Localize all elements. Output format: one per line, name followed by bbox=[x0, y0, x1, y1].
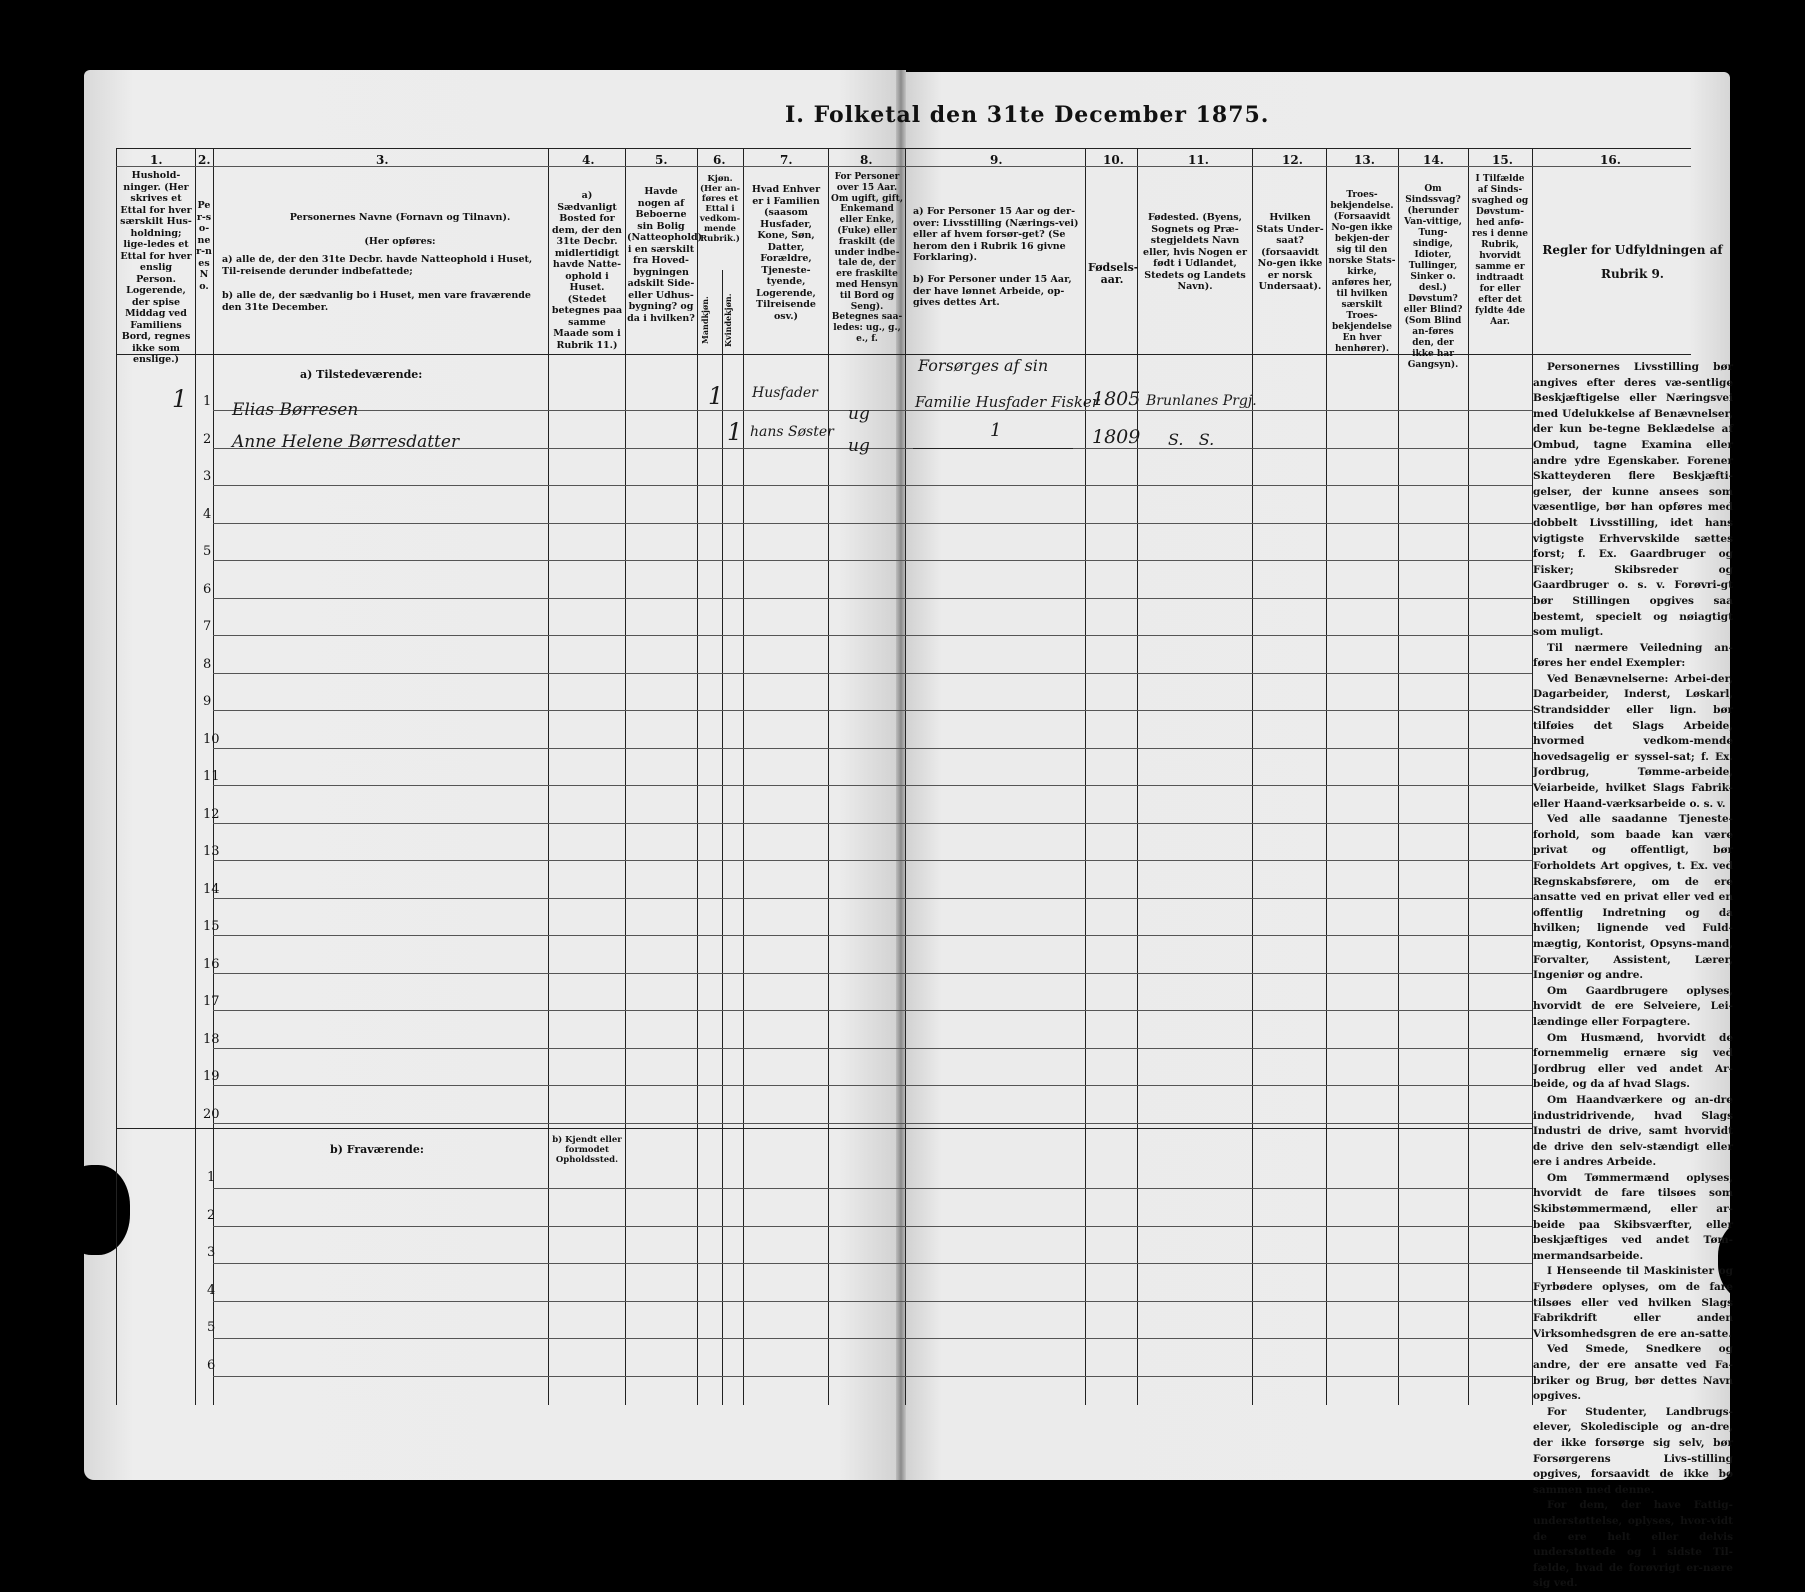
header-family-role: Hvad Enhver er i Familien (saasom Husfader, Kone, Søn, Datter, Forældre, Tjeneste-tyende, Logerende, Tilreisende osv.) bbox=[751, 184, 821, 322]
row-number: 18 bbox=[203, 1031, 220, 1047]
column-number: 1. bbox=[150, 153, 163, 167]
row-line bbox=[213, 710, 1532, 711]
rules-paragraph: Om Husmænd, hvorvidt de fornemmelig ernære sig ved Jordbrug eller ved andet Ar-beide, og da af hvad Slags. bbox=[1533, 1031, 1733, 1091]
entry-birthyear-1: 1805 bbox=[1092, 388, 1141, 410]
entry-birthyear-2: 1809 bbox=[1092, 426, 1141, 448]
column-line bbox=[1085, 148, 1086, 1405]
column-line bbox=[1252, 148, 1253, 1405]
header-birthplace: Fødested. (Byens, Sognets og Præ-stegjeldets Navn eller, hvis Nogen er født i Udlandet, Stedets og Landets Navn). bbox=[1143, 212, 1247, 292]
rules-paragraph: For dem, der have Fattig-understøttelse, oplyses, hvor-vidt de ere helt eller delvis understøttede og i sidste Til-fælde, hvad de forøvrigt er-nære sig ved. bbox=[1533, 1499, 1733, 1590]
rules-text bbox=[1533, 360, 1733, 1592]
header-outbuilding: Havde nogen af Beboerne sin Bolig (Natteophold) i en særskilt fra Hoved-bygningen adskilt Side-eller Udhus-bygning? og da i hvilken? bbox=[627, 186, 703, 324]
row-line bbox=[213, 860, 1532, 861]
row-line bbox=[213, 898, 1532, 899]
header-disability: Om Sindssvag? (herunder Van-vittige, Tung-sindige, Idioter, Tullinger, Sinker o. desl.) Døvstum? eller Blind? (Som Blind an-føres den, der ikke har Gangsyn). bbox=[1403, 184, 1463, 370]
section-absent: b) Fraværende: bbox=[330, 1143, 424, 1156]
row-line bbox=[213, 785, 1532, 786]
header-absent-location: b) Kjendt eller formodet Opholdssted. bbox=[552, 1135, 622, 1165]
row-number: 6 bbox=[207, 1357, 216, 1373]
column-line bbox=[905, 148, 906, 1405]
header-sex-male: Mandkjøn. bbox=[700, 296, 710, 344]
row-line bbox=[213, 1010, 1532, 1011]
entry-occupation-1b: Familie Husfader Fisker bbox=[915, 393, 1099, 411]
header-occupation-a: a) For Personer 15 Aar og der-over: Livsstilling (Nærings-vei) eller af hvem forsør-get? (Se herom den i Rubrik 16 givne Forklaring). bbox=[913, 206, 1079, 263]
column-number: 8. bbox=[860, 153, 873, 167]
header-sex: Kjøn. (Her an-føres et Ettal i vedkom-mende Rubrik.) bbox=[699, 174, 741, 244]
header-names-sub: (Her opføres: bbox=[364, 236, 436, 247]
header-names-a: a) alle de, der den 31te Decbr. havde Natteophold i Huset, Til-reisende derunder indbefattede; bbox=[222, 254, 533, 277]
rules-paragraph: Om Gaardbrugere oplyses, hvorvidt de ere Selveiere, Lei-lændinge eller Forpagtere. bbox=[1533, 984, 1733, 1028]
row-line bbox=[213, 748, 1532, 749]
row-number: 7 bbox=[203, 619, 212, 634]
column-line bbox=[195, 148, 196, 1405]
row-line bbox=[213, 485, 1532, 486]
entry-role-1: Husfader bbox=[752, 385, 818, 401]
column-line bbox=[548, 148, 549, 1405]
row-number: 17 bbox=[203, 994, 220, 1009]
column-number: 5. bbox=[655, 153, 668, 167]
column-line bbox=[697, 148, 698, 1405]
header-usual-residence: a) Sædvanligt Bosted for dem, der den 31te Decbr. midlertidigt havde Natte-ophold i Huset. (Stedet betegnes paa samme Maade som i Rubrik 11.) bbox=[551, 190, 623, 351]
column-line bbox=[1398, 148, 1399, 1405]
column-line bbox=[116, 148, 117, 1405]
row-line bbox=[213, 523, 1532, 524]
column-number: 14. bbox=[1423, 153, 1444, 167]
row-number: 9 bbox=[203, 694, 212, 709]
rules-paragraph: Til nærmere Veiledning an-føres her endel Exempler: bbox=[1533, 641, 1733, 670]
occupation-underline bbox=[913, 448, 1073, 449]
header-top-line bbox=[116, 148, 1691, 149]
row-number: 13 bbox=[203, 844, 220, 859]
entry-occupation-2: 1 bbox=[990, 420, 1002, 441]
row-number: 15 bbox=[203, 919, 220, 934]
column-line bbox=[828, 148, 829, 1405]
header-person-number: Per-so-ner-nes No. bbox=[196, 200, 212, 292]
header-names-b: b) alle de, der sædvanlig bo i Huset, men vare fraværende den 31te December. bbox=[222, 290, 531, 313]
row-line bbox=[213, 973, 1532, 974]
row-line bbox=[213, 1123, 1532, 1124]
row-line bbox=[213, 1338, 1532, 1339]
row-line bbox=[213, 1376, 1532, 1377]
row-line bbox=[213, 935, 1532, 936]
row-number: 5 bbox=[203, 544, 212, 559]
column-line bbox=[625, 148, 626, 1405]
column-number: 6. bbox=[713, 153, 726, 167]
row-line bbox=[213, 1301, 1532, 1302]
header-number-line bbox=[116, 166, 1691, 167]
column-number: 11. bbox=[1188, 153, 1209, 167]
entry-sex-2: 1 bbox=[727, 418, 743, 446]
row-line bbox=[213, 673, 1532, 674]
row-number: 19 bbox=[203, 1069, 220, 1084]
row-number: 1 bbox=[207, 1170, 216, 1185]
column-number: 15. bbox=[1492, 153, 1513, 167]
column-number: 10. bbox=[1103, 153, 1124, 167]
column-number: 12. bbox=[1282, 153, 1303, 167]
page-title: I. Folketal den 31te December 1875. bbox=[785, 102, 1270, 128]
row-number: 5 bbox=[207, 1320, 216, 1335]
column-number: 7. bbox=[780, 153, 793, 167]
column-line bbox=[1326, 148, 1327, 1405]
row-line bbox=[213, 560, 1532, 561]
row-number: 1 bbox=[203, 394, 212, 409]
row-line bbox=[213, 1085, 1532, 1086]
column-line bbox=[1468, 148, 1469, 1405]
header-rules: Regler for Udfyldningen af Rubrik 9. bbox=[1542, 243, 1723, 281]
row-number: 3 bbox=[203, 469, 212, 484]
section-divider-line bbox=[116, 1128, 1532, 1129]
row-number: 11 bbox=[203, 769, 220, 784]
header-citizenship: Hvilken Stats Under-saat? (forsaavidt No-gen ikke er norsk Undersaat). bbox=[1256, 212, 1324, 292]
header-onset: I Tilfælde af Sinds-svaghed og Døvstum-hed anfø-res i denne Rubrik, hvorvidt samme er indtraadt for eller efter det fyldte 4de Aar. bbox=[1471, 174, 1529, 327]
header-marital-status: For Personer over 15 Aar. Om ugift, gift, Enkemand eller Enke, (Fuke) eller fraskilt (de under indbe-tale de, der ere fraskilte med Hensyn til Bord og Seng). Betegnes saa-ledes: ug., g., e., f. bbox=[831, 172, 903, 344]
column-number: 2. bbox=[198, 153, 211, 167]
row-number: 2 bbox=[203, 431, 212, 447]
entry-household-1: 1 bbox=[172, 385, 188, 413]
rules-paragraph: Ved Benævnelserne: Arbei-der, Dagarbeider, Inderst, Løskarl, Strandsidder eller lign. bør tilføies det Slags Arbeide, hvormed vedkom-mende hovedsagelig er syssel-sat; f. Ex. Jordbrug, Tømme-arbeide, Veiarbeide, hvilket Slags Fabrik- eller Haand-værksarbeide o. s. v. bbox=[1533, 672, 1733, 810]
row-line bbox=[213, 598, 1532, 599]
row-number: 4 bbox=[203, 506, 212, 522]
rules-paragraph: I Henseende til Maskinister og Fyrbødere oplyses, om de fare tilsøes eller ved hvilken Slags Fabrikdrift eller anden Virksomhedsgren de ere an-satte. bbox=[1533, 1265, 1733, 1340]
rules-paragraph: Om Tømmermænd oplyses, hvorvidt de fare tilsøes som Skibstømmermænd, eller ar-beide paa Skibsværfter, eller beskjæftiges ved andet Tøm-mermandsarbeide. bbox=[1533, 1171, 1733, 1262]
row-number: 20 bbox=[203, 1106, 220, 1122]
rules-paragraph: For Studenter, Landbrugs-elever, Skoledisciple og an-dre, der ikke forsørge sig selv, bør Forsørgerens Livs-stilling opgives, forsaavidt de ikke bo sammen med denne. bbox=[1533, 1405, 1733, 1496]
entry-marital-1: ug bbox=[848, 404, 870, 424]
entry-occupation-1a: Forsørges af sin bbox=[918, 356, 1049, 375]
rules-paragraph: Om Haandværkere og an-dre industridrivende, hvad Slags Industri de drive, samt hvorvidt de drive den selv-stændigt eller ere i andres Arbeide. bbox=[1533, 1093, 1733, 1169]
row-line bbox=[213, 635, 1532, 636]
entry-name-1: Elias Børresen bbox=[232, 400, 359, 420]
entry-name-2: Anne Helene Børresdatter bbox=[232, 432, 460, 452]
row-line bbox=[213, 1048, 1532, 1049]
column-line bbox=[743, 148, 744, 1405]
row-line bbox=[213, 410, 1532, 411]
rules-paragraph: Ved alle saadanne Tjeneste-forhold, som baade kan være privat og offentligt, bør Forholdets Art opgives, t. Ex. ved Regnskabsførere, om de ere ansatte ved en privat eller ved en offentlig Indretning og da hvilken; lignende ved Fuld-mægtig, Kontorist, Opsyns-mand, Forvalter, Assistent, Lærer, Ingeniør og andre. bbox=[1533, 813, 1733, 982]
column-number: 13. bbox=[1354, 153, 1375, 167]
row-line bbox=[213, 1226, 1532, 1227]
header-names-title: Personernes Navne (Fornavn og Tilnavn). bbox=[289, 212, 511, 223]
row-number: 8 bbox=[203, 656, 212, 672]
entry-birthplace-1: Brunlanes Prgj. bbox=[1146, 393, 1257, 409]
entry-marital-2: ug bbox=[848, 436, 870, 456]
row-line bbox=[213, 1188, 1532, 1189]
binding-hole bbox=[60, 1165, 130, 1255]
header-households: Hushold-ninger. (Her skrives et Ettal for hver særskilt Hus-holdning; lige-ledes et Ettal for hver enslig Person. Logerende, der spise Middag ved Familiens Bord, regnes ikke som enslige.) bbox=[120, 170, 192, 365]
header-birth-year: Fødsels-aar. bbox=[1088, 261, 1139, 286]
entry-sex-1: 1 bbox=[708, 382, 724, 410]
column-line bbox=[722, 270, 723, 1405]
column-line bbox=[1137, 148, 1138, 1405]
row-number: 4 bbox=[207, 1282, 216, 1298]
header-sex-female: Kvindekjøn. bbox=[723, 293, 733, 347]
row-number: 6 bbox=[203, 581, 212, 597]
section-present: a) Tilstedeværende: bbox=[300, 368, 423, 381]
rules-paragraph: Personernes Livsstilling bør angives efter deres væ-sentlige Beskjæftigelse eller Næringsvei med Udelukkelse af Benævnelser, der kun be-tegne Beklædelse af Ombud, tagne Examina eller andre ydre Egenskaber. Forener Skatteyderen flere Beskjæfti-gelser, der kunne ansees som væsentlige, bør han opføres med dobbelt Livsstilling, idet hans vigtigste Erhvervskilde sættes forst; f. Ex. Gaardbruger og Fisker; Skibsreder og Gaardbruger o. s. v. Forøvri-gt bør Stillingen opgives saa bestemt, specielt og nøiagtigt som muligt. bbox=[1533, 361, 1733, 639]
header-occupation-b: b) For Personer under 15 Aar, der have lønnet Arbeide, op-gives dettes Art. bbox=[913, 274, 1072, 308]
row-number: 3 bbox=[207, 1245, 216, 1260]
column-number: 4. bbox=[582, 153, 595, 167]
row-number: 10 bbox=[203, 731, 220, 747]
column-number: 16. bbox=[1600, 153, 1621, 167]
row-line bbox=[213, 823, 1532, 824]
row-number: 14 bbox=[203, 881, 220, 897]
row-number: 16 bbox=[203, 956, 220, 972]
column-number: 3. bbox=[376, 153, 389, 167]
row-number: 12 bbox=[203, 806, 220, 822]
entry-birthplace-2: S. S. bbox=[1168, 430, 1215, 449]
header-religion: Troes-bekjendelse. (Forsaavidt No-gen ikke bekjen-der sig til den norske Stats-kirke, anføres her, til hvilken særskilt Troes-bekjendelse En hver henhører). bbox=[1328, 190, 1396, 354]
column-number: 9. bbox=[990, 153, 1003, 167]
entry-role-2: hans Søster bbox=[750, 424, 834, 440]
rules-paragraph: Ved Smede, Snedkere og andre, der ere ansatte ved Fa-briker og Brug, bør dettes Navn opgives. bbox=[1533, 1343, 1733, 1403]
row-number: 2 bbox=[207, 1207, 216, 1223]
row-line bbox=[213, 1263, 1532, 1264]
